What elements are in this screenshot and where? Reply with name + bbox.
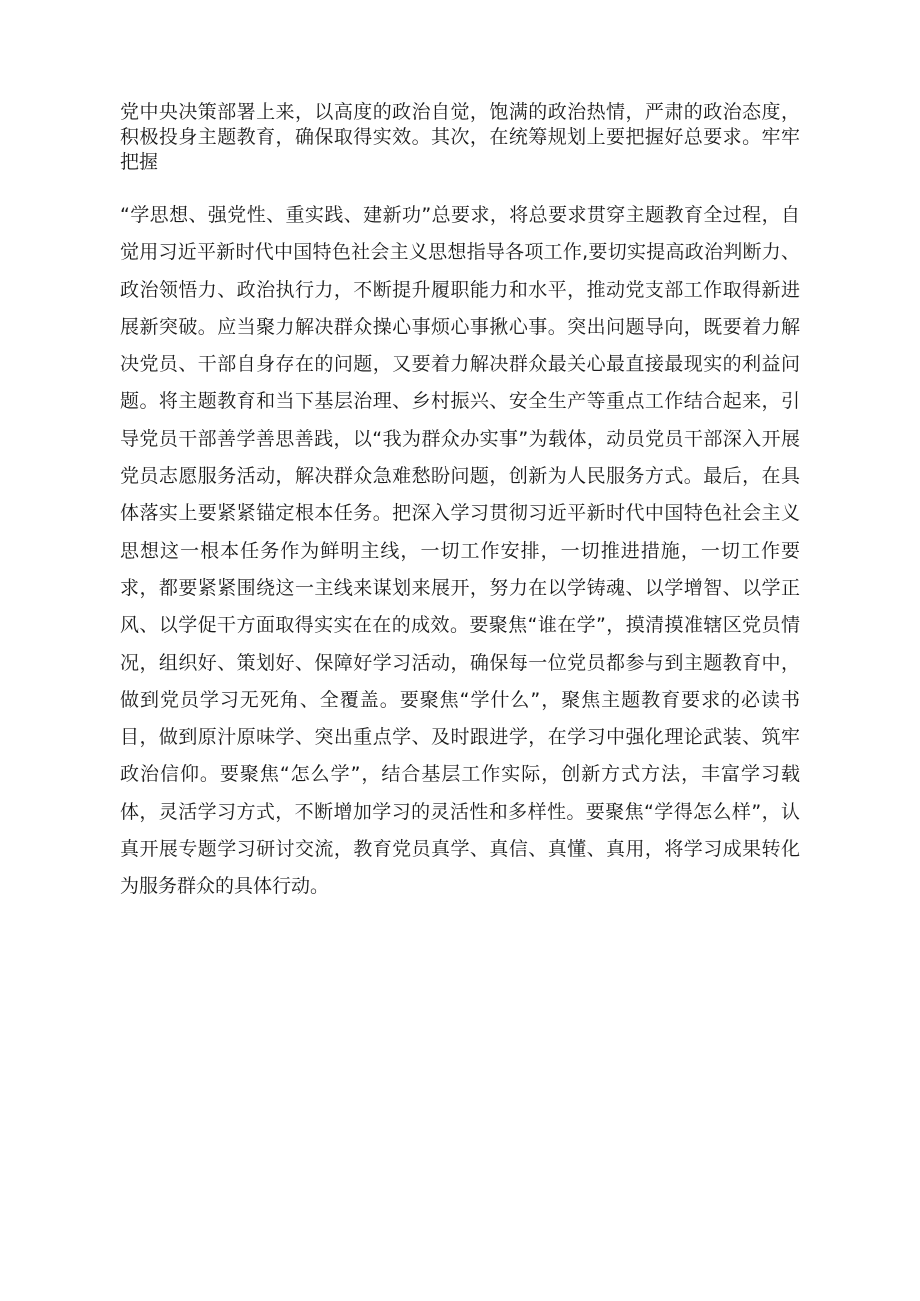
paragraph-1: 党中央决策部署上来，以高度的政治自觉，饱满的政治热情，严肃的政治态度，积极投身主题教育，确保取得实效。其次，在统筹规划上要把握好总要求。牢牢把握	[120, 101, 800, 173]
paragraph-2: “学思想、强党性、重实践、建新功”总要求，将总要求贯穿主题教育全过程，自觉用习近平新时代中国特色社会主义思想指导各项工作,要切实提高政治判断力、政治领悟力、政治执行力，不断提升履职能力和水平，推动党支部工作取得新进展新突破。应当聚力解决群众操心事烦心事揪心事。突出问题导向，既要着力解决党员、干部自身存在的问题，又要着力解决群众最关心最直接最现实的利益问题。将主题教育和当下基层治理、乡村振兴、安全生产等重点工作结合起来，引导党员干部善学善思善践，以“我为群众办实事”为载体，动员党员干部深入开展党员志愿服务活动，解决群众急难愁盼问题，创新为人民服务方式。最后，在具体落实上要紧紧锚定根本任务。把深入学习贯彻习近平新时代中国特色社会主义思想这一根本任务作为鲜明主线，一切工作安排，一切推进措施，一切工作要求，都要紧紧围绕这一主线来谋划来展开，努力在以学铸魂、以学增智、以学正风、以学促干方面取得实实在在的成效。要聚焦“谁在学”，摸清摸准辖区党员情况，组织好、策划好、保障好学习活动，确保每一位党员都参与到主题教育中，做到党员学习无死角、全覆盖。要聚焦“学什么”，聚焦主题教育要求的必读书目，做到原汁原味学、突出重点学、及时跟进学，在学习中强化理论武装、筑牢政治信仰。要聚焦“怎么学”，结合基层工作实际，创新方式方法，丰富学习载体，灵活学习方式，不断增加学习的灵活性和多样性。要聚焦“学得怎么样”，认真开展专题学习研讨交流，教育党员真学、真信、真懂、真用，将学习成果转化为服务群众的具体行动。	[120, 204, 800, 898]
